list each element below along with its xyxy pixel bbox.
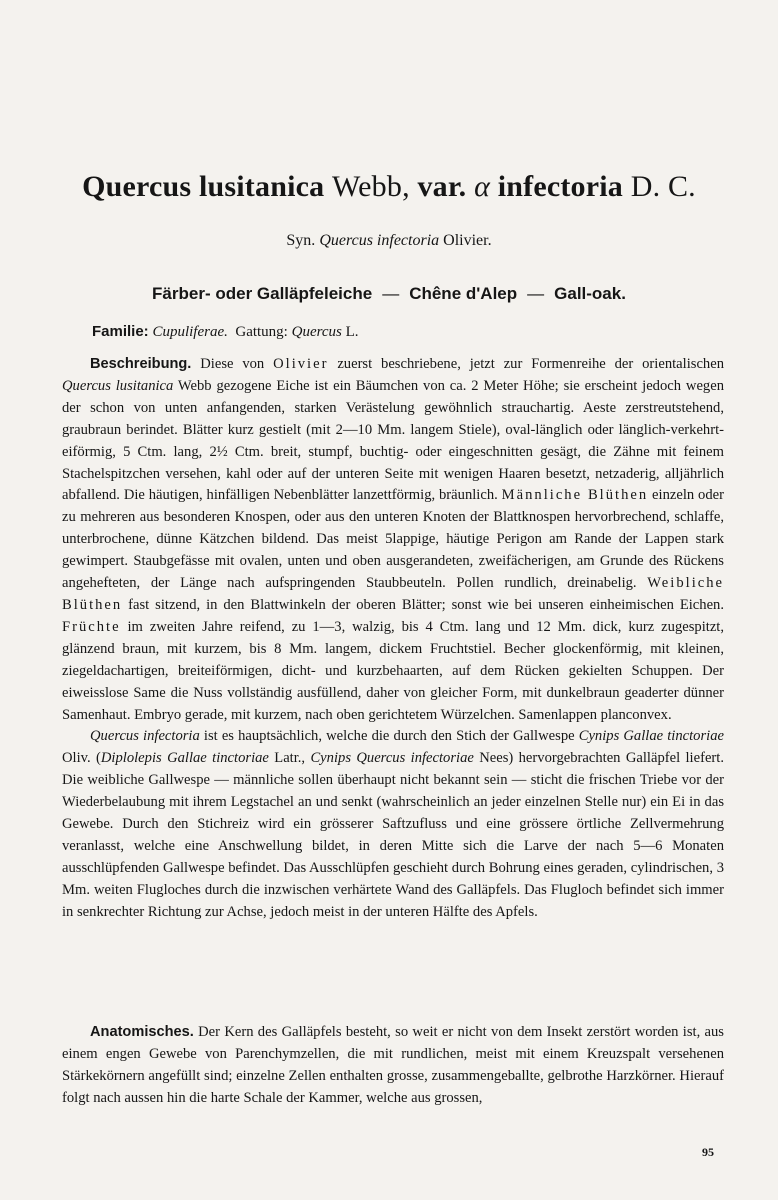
- genus-value: Quercus: [291, 324, 342, 340]
- family-line: [92, 323, 359, 341]
- variety-author: D. C.: [630, 170, 696, 203]
- genus-label: Gattung:: [235, 324, 288, 340]
- common-names-line: [0, 284, 778, 304]
- anatomy-heading: Anatomisches.: [90, 1024, 194, 1040]
- family-label: Familie:: [92, 323, 149, 340]
- variety-epithet: infectoria: [497, 170, 623, 203]
- anatomy-paragraph: Anatomisches. Der Kern des Galläpfels besteht, so weit er nicht von dem Insekt zerstört worden ist, aus einem engen Gewebe von Parenchymzellen, die mit rundlichen, meist mit einem Kreuzspalt versehenen Stärkekörnern angefüllt sind; einzelne Zellen enthalten grosse, zusammengeballte, gelbrothe Harzkörner. Hierauf folgt nach aussen hin die harte Schale der Kammer, welche aus grossen,: [62, 1024, 724, 1106]
- dash-separator: —: [527, 284, 545, 303]
- species-name: Quercus lusitanica: [82, 170, 325, 203]
- synonym-line: [0, 232, 778, 250]
- description-heading: Beschreibung.: [90, 356, 192, 372]
- page-title: [0, 170, 778, 204]
- common-name-french: Chêne d'Alep: [409, 284, 518, 303]
- dash-separator: —: [382, 284, 400, 303]
- gall-paragraph: Quercus infectoria ist es hauptsächlich, welche die durch den Stich der Gallwespe Cynips Gallae tinctoriae Oliv. (Diplolepis Gallae tinctoriae Latr., Cynips Quercus infectoriae Nees) hervorgebrachten Galläpfel liefert. Die weibliche Gallwespe — männliche sollen überhaupt nicht bekannt sein — sticht die frischen Triebe vor der Wiederbelaubung mit ihrem Legstachel an und senkt (wahrscheinlich an jeder einzelnen Stelle nur) ein Ei in das Gewebe. Durch den Stichreiz wird ein grösserer Saftzufluss und eine grössere örtliche Zellvermehrung veranlasst, welche eine Anschwellung bildet, in deren Mitte sich die Larve der nach 5—6 Monaten ausschlüpfenden Gallwespe befindet. Das Ausschlüpfen geschieht durch Bohrung eines geraden, cylindrischen, 3 Mm. weiten Flugloches durch die inzwischen verhärtete Wand des Galläpfels. Das Flugloch befindet sich immer in senkrechter Richtung zur Achse, jedoch meist in der unteren Hälfte des Apfels.: [62, 728, 724, 920]
- variety-label: var.: [417, 170, 467, 203]
- family-value: Cupuliferae.: [152, 324, 228, 340]
- common-name-english: Gall-oak.: [554, 284, 626, 303]
- synonym-prefix: Syn.: [286, 232, 316, 249]
- description-paragraph: Beschreibung. Diese von Olivier zuerst beschriebene, jetzt zur Formenreihe der orientalischen Quercus lusitanica Webb gezogene Eiche ist ein Bäumchen von ca. 2 Meter Höhe; sie erscheint jedoch wegen der schon von unten anfangenden, starken Verästelung gewöhnlich strauchartig. Aeste zerstreutstehend, graubraun berindet. Blätter kurz gestielt (mit 2—10 Mm. langem Stiele), oval-länglich oder länglich-verkehrt-eiförmig, 5 Ctm. lang, 2½ Ctm. breit, stumpf, buchtig- oder eingeschnitten gesägt, die Zähne mit feinem Stachelspitzchen versehen, kahl oder auf der unteren Seite mit wenigen Haaren besetzt, netzaderig, alljährlich abfallend. Die häutigen, hinfälligen Nebenblätter lanzettförmig, bräunlich. Männliche Blüthen einzeln oder zu mehreren aus besonderen Knospen, oder aus den unteren Knoten der Blattknospen hervorbrechend, schlaffe, unterbrochene, dünne Kätzchen bildend. Das meist 5lappige, häutige Perigon am Rande der Lappen stark gewimpert. Staubgefässe mit ovalen, unten und oben ausgerandeten, zweifächerigen, am Grunde des Rückens angehefteten, der Länge nach aufspringenden Staubbeuteln. Pollen rundlich, dreinabelig. Weibliche Blüthen fast sitzend, in den Blattwinkeln der oberen Blätter; sonst wie bei unseren einheimischen Eichen. Früchte im zweiten Jahre reifend, zu 1—3, walzig, bis 4 Ctm. lang und 12 Mm. dick, kurz zugespitzt, glänzend braun, mit kurzem, bis 8 Mm. langem, dickem Fruchtstiel. Becher glockenförmig, mit kleinen, ziegeldachartigen, breiteiförmigen, dicht- und kurzbehaarten, auf dem Rücken gekielten Schuppen. Der eiweisslose Same die Nuss vollständig ausfüllend, daher von gleicher Form, mit dunkelbraun geaderter dünner Samenhaut. Embryo gerade, mit kurzem, nach oben gerichtetem Würzelchen. Samenlappen planconvex.: [62, 356, 724, 723]
- common-name-german: Färber- oder Galläpfeleiche: [152, 284, 373, 303]
- main-text: [62, 354, 724, 924]
- synonym-name: Quercus infectoria: [319, 232, 440, 249]
- anatomy-section: [62, 1022, 724, 1110]
- synonym-author: Olivier.: [443, 232, 492, 249]
- alpha-symbol: α: [474, 170, 491, 203]
- species-author: Webb,: [332, 170, 410, 203]
- page-number: 95: [702, 1145, 714, 1159]
- genus-author: L.: [345, 324, 359, 340]
